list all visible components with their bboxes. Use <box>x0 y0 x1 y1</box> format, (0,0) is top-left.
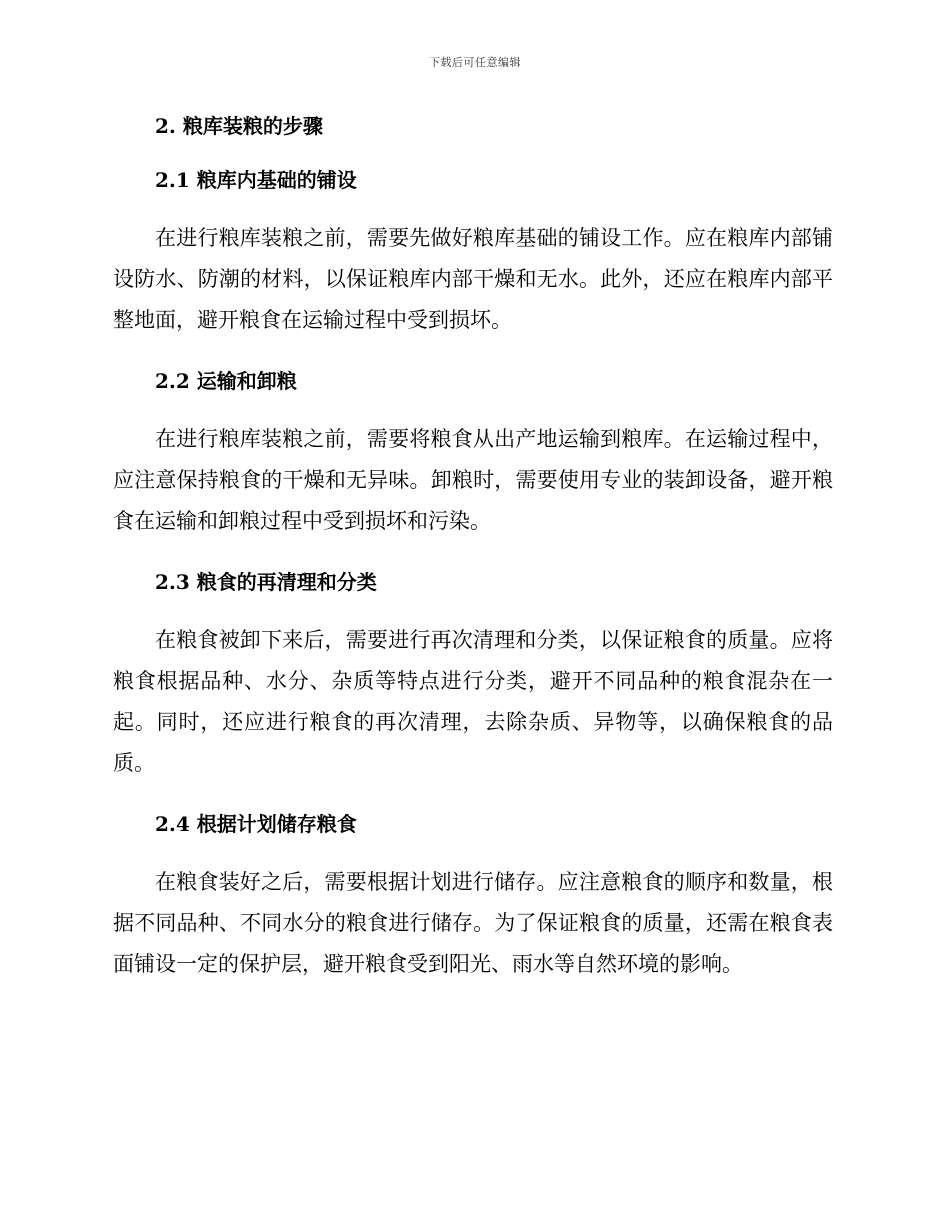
paragraph-2-1: 在进行粮库装粮之前，需要先做好粮库基础的铺设工作。应在粮库内部铺设防水、防潮的材料，以保证粮库内部干燥和无水。此外，还应在粮库内部平整地面，避开粮食在运输过程中受到损坏。 <box>113 226 833 332</box>
paragraph-2-2: 在进行粮库装粮之前，需要将粮食从出产地运输到粮库。在运输过程中，应注意保持粮食的干燥和无异味。卸粮时，需要使用专业的装卸设备，避开粮食在运输和卸粮过程中受到损坏和污染。 <box>113 427 833 533</box>
paragraph-2-3: 在粮食被卸下来后，需要进行再次清理和分类，以保证粮食的质量。应将粮食根据品种、水分、杂质等特点进行分类，避开不同品种的粮食混杂在一起。同时，还应进行粮食的再次清理，去除杂质、异物等，以确保粮食的品质。 <box>113 628 833 775</box>
paragraph-2-4: 在粮食装好之后，需要根据计划进行储存。应注意粮食的顺序和数量，根据不同品种、不同水分的粮食进行储存。为了保证粮食的质量，还需在粮食表面铺设一定的保护层，避开粮食受到阳光、雨水等自然环境的影响。 <box>113 870 833 976</box>
subsection-title-2-4: 2.4 根据计划储存粮食 <box>155 812 357 836</box>
subsection-title-2-2: 2.2 运输和卸粮 <box>155 369 297 393</box>
section-title: 2. 粮库装粮的步骤 <box>155 114 323 138</box>
subsection-title-2-3: 2.3 粮食的再清理和分类 <box>155 570 377 594</box>
header-note: 下载后可任意编辑 <box>429 56 521 69</box>
subsection-title-2-1: 2.1 粮库内基础的铺设 <box>155 168 357 192</box>
document-body <box>113 110 833 1009</box>
